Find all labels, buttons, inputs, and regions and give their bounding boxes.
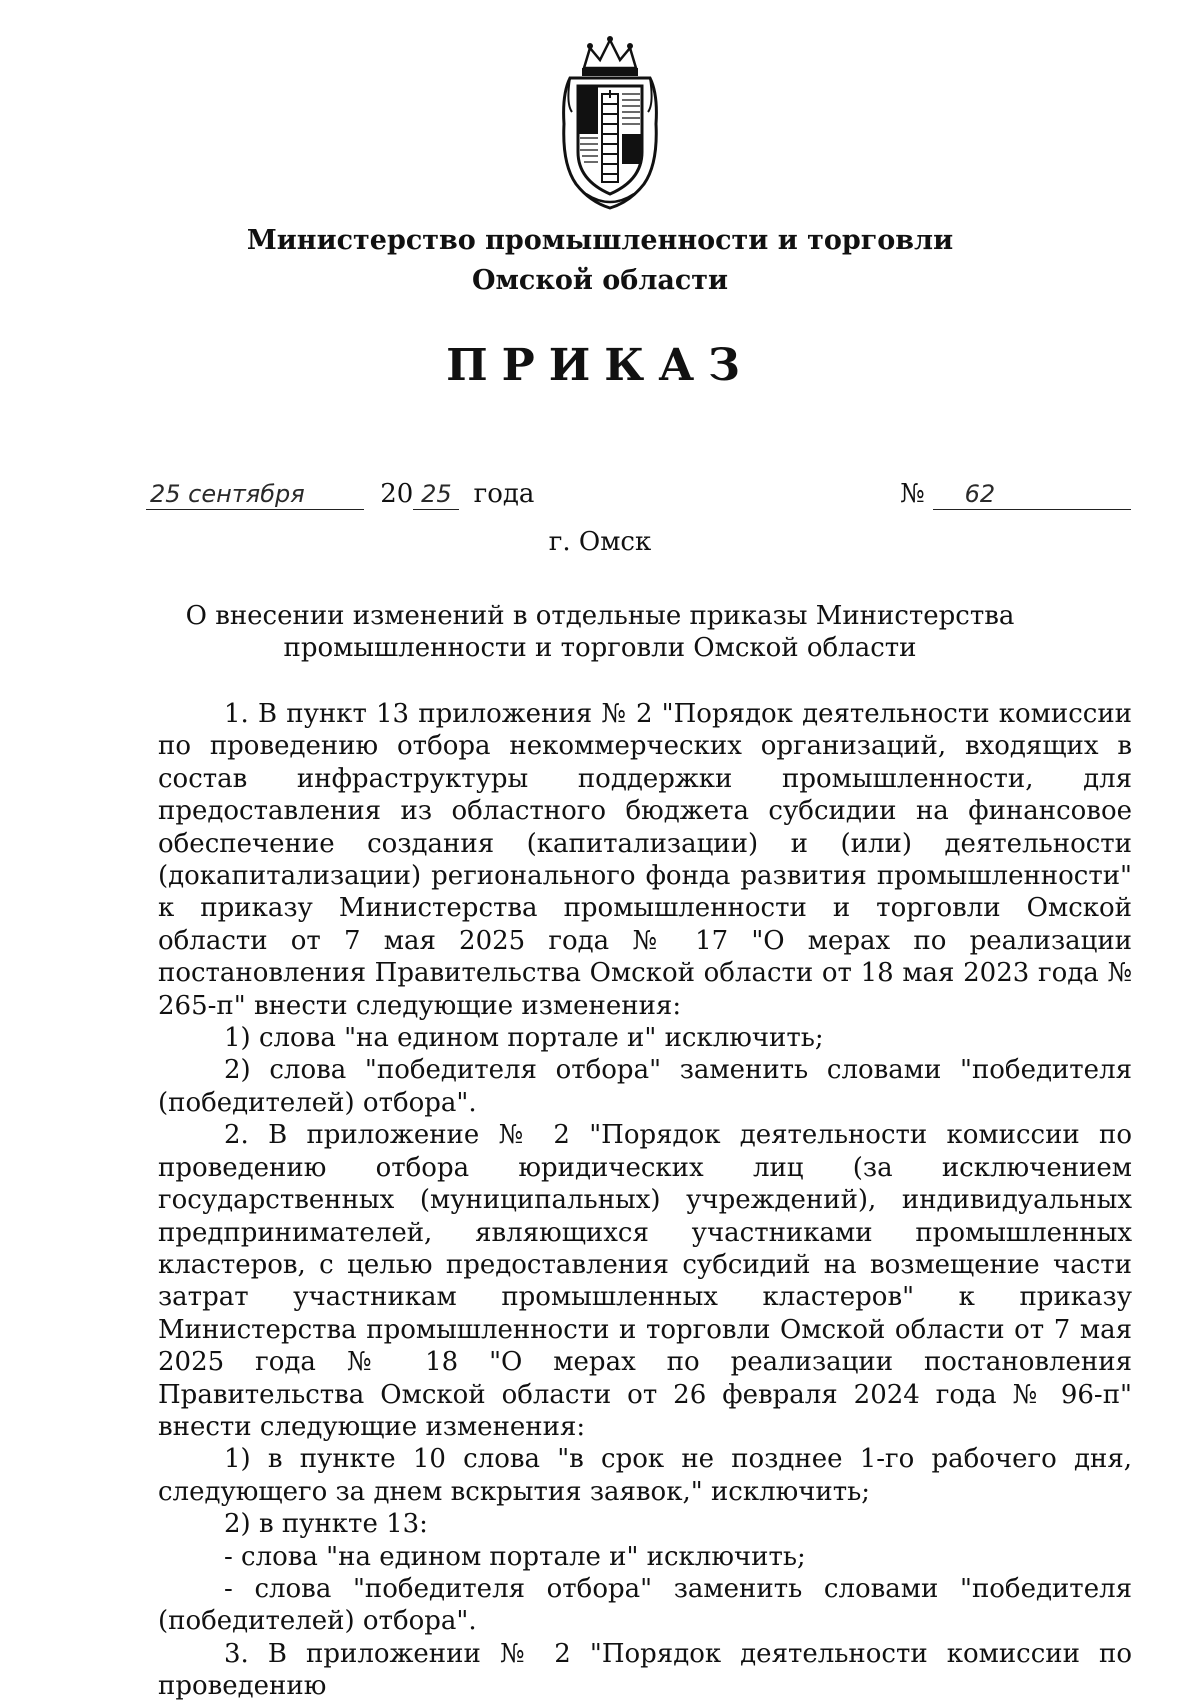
paragraph-2-item-2: 2) в пункте 13:	[224, 1509, 428, 1540]
coat-of-arms-icon	[556, 34, 664, 212]
order-subject	[0, 600, 1200, 664]
order-body	[158, 698, 1132, 1703]
paragraph-3: 3. В приложении № 2 "Порядок деятельности комиссии по проведению	[158, 1638, 1132, 1702]
order-number	[900, 476, 1131, 512]
subject-line2: промышленности и торговли Омской области	[283, 633, 917, 663]
number-label: №	[900, 479, 925, 509]
year-prefix: 20	[380, 479, 414, 509]
handwritten-date: 25 сентября	[146, 479, 364, 510]
paragraph-2: 2. В приложение № 2 "Порядок деятельности комиссии по проведению отбора юридических лиц (за исключением государственных (муниципальных) учреждений), индивидуальных предпринимателей, являющихся участниками промышленных кластеров, с целью предоставления субсидий на возмещение части затрат участникам промышленных кластеров" к приказу Министерства промышленности и торговли Омской области от 7 мая 2025 года № 18 "О мерах по реализации постановления Правительства Омской области от 26 февраля 2024 года № 96-п" внести следующие изменения:	[158, 1120, 1132, 1442]
document-title: ПРИКАЗ	[446, 340, 754, 391]
paragraph-1-item-1: 1) слова "на едином портале и" исключить;	[224, 1023, 824, 1054]
paragraph-2-item-2a: - слова "на едином портале и" исключить;	[224, 1541, 806, 1572]
city-name: г. Омск	[548, 527, 652, 557]
paragraph-2-item-1: 1) в пункте 10 слова "в срок не позднее 1-го рабочего дня, следующего за днем вскрытия заявок," исключить;	[158, 1444, 1132, 1507]
subject-line1: О внесении изменений в отдельные приказы Министерства	[185, 601, 1015, 631]
year-word: года	[473, 479, 535, 509]
coat-of-arms-emblem	[556, 34, 664, 212]
handwritten-number: 62	[933, 479, 1131, 510]
order-date	[146, 476, 534, 512]
paragraph-1-item-2: 2) слова "победителя отбора" заменить словами "победителя (победителей) отбора".	[158, 1055, 1132, 1118]
ministry-name-line2: Омской области	[471, 265, 729, 296]
handwritten-year: 25	[413, 479, 459, 510]
ministry-name-line1: Министерство промышленности и торговли	[246, 225, 954, 256]
paragraph-2-item-2b: - слова "победителя отбора" заменить словами "победителя (победителей) отбора".	[158, 1573, 1132, 1637]
paragraph-1: 1. В пункт 13 приложения № 2 "Порядок деятельности комиссии по проведению отбора некоммерческих организаций, входящих в состав инфраструктуры поддержки промышленности, для предоставления из областного бюджета субсидии на финансовое обеспечение создания (капитализации) и (или) деятельности (докапитализации) регионального фонда развития промышленности" к приказу Министерства промышленности и торговли Омской области от 7 мая 2025 года № 17 "О мерах по реализации постановления Правительства Омской области от 18 мая 2023 года № 265-п" внести следующие изменения:	[158, 699, 1132, 1021]
